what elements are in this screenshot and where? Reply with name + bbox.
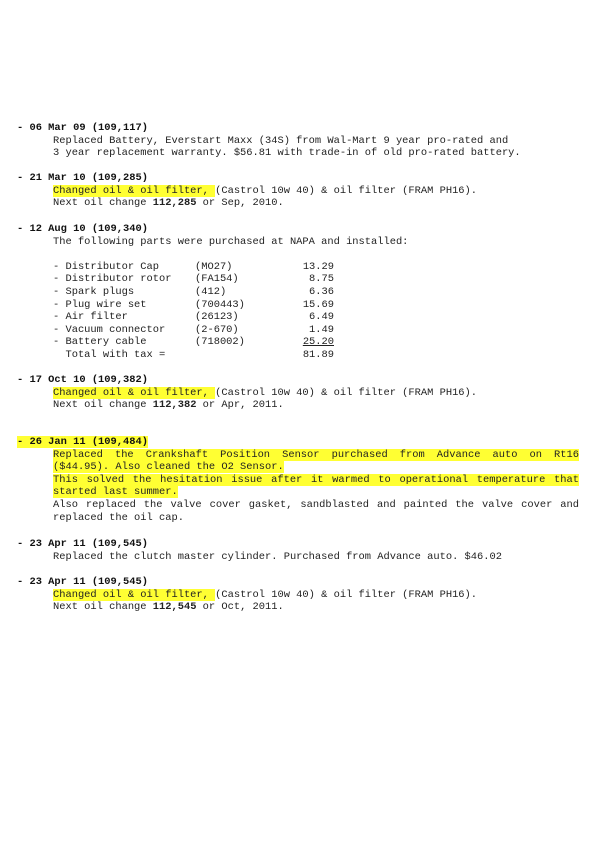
log-entry (17, 172, 582, 210)
next-oil-change-miles: 112,285 (152, 197, 197, 210)
next-oil-change-miles: 112,382 (152, 399, 197, 412)
table-row: - Battery cable (718002) 25.20 (53, 336, 334, 349)
entry-heading: - 21 Mar 10 (109,285) (17, 172, 148, 184)
entry-text: or Apr, 2011. (196, 399, 284, 412)
table-row: - Air filter (26123) 6.49 (53, 311, 334, 324)
table-row: - Vacuum connector (2-670) 1.49 (53, 323, 334, 336)
log-entry (17, 436, 582, 524)
highlighted-text: Changed oil & oil filter, (53, 386, 216, 399)
highlighted-text: Changed oil & oil filter, (53, 184, 216, 197)
entry-text: or Sep, 2010. (196, 197, 284, 210)
total-row: Total with tax = 81.89 (53, 348, 334, 361)
entry-heading: - 23 Apr 11 (109,545) (17, 576, 148, 588)
entry-text: Next oil change (53, 399, 153, 412)
next-oil-change-miles: 112,545 (152, 601, 197, 614)
entry-line: The following parts were purchased at NAPA and installed: (53, 235, 409, 248)
parts-table (53, 261, 582, 362)
log-entry (17, 538, 582, 563)
entry-heading: - 12 Aug 10 (109,340) (17, 223, 148, 235)
entry-heading: - 17 Oct 10 (109,382) (17, 374, 148, 386)
table-row: - Plug wire set (700443) 15.69 (53, 298, 334, 311)
entry-text: (Castrol 10w 40) & oil filter (FRAM PH16). (215, 588, 478, 601)
entry-line: 3 year replacement warranty. $56.81 with trade-in of old pro-rated battery. (53, 147, 521, 160)
log-entry (17, 223, 582, 362)
table-row: - Spark plugs (412) 6.36 (53, 285, 334, 298)
entry-line: Replaced Battery, Everstart Maxx (34S) from Wal-Mart 9 year pro-rated and (53, 134, 509, 147)
entry-heading: - 06 Mar 09 (109,117) (17, 122, 148, 134)
entry-text: or Oct, 2011. (196, 601, 284, 614)
log-entry (17, 576, 582, 614)
log-entry (17, 122, 582, 160)
highlighted-text: Changed oil & oil filter, (53, 588, 216, 601)
entry-text: Next oil change (53, 601, 153, 614)
log-entry (17, 374, 582, 412)
highlighted-text: Replaced the Crankshaft Position Sensor purchased from Advance auto on Rt16 ($44.95). Also cleaned the O2 Sensor. (53, 448, 579, 474)
entry-line: Replaced the clutch master cylinder. Purchased from Advance auto. $46.02 (53, 550, 502, 563)
entry-text: Also replaced the valve cover gasket, sandblasted and painted the valve cover and replaced the oil cap. (53, 498, 579, 524)
entry-text: (Castrol 10w 40) & oil filter (FRAM PH16). (215, 184, 478, 197)
table-row: - Distributor rotor (FA154) 8.75 (53, 273, 334, 286)
entry-text: (Castrol 10w 40) & oil filter (FRAM PH16). (215, 386, 478, 399)
entry-text: Next oil change (53, 197, 153, 210)
highlighted-text: This solved the hesitation issue after it warmed to operational temperature that started last summer. (53, 473, 579, 499)
entry-heading: - 26 Jan 11 (109,484) (17, 436, 148, 448)
table-row: - Distributor Cap (MO27) 13.29 (53, 260, 334, 273)
entry-heading: - 23 Apr 11 (109,545) (17, 538, 148, 550)
